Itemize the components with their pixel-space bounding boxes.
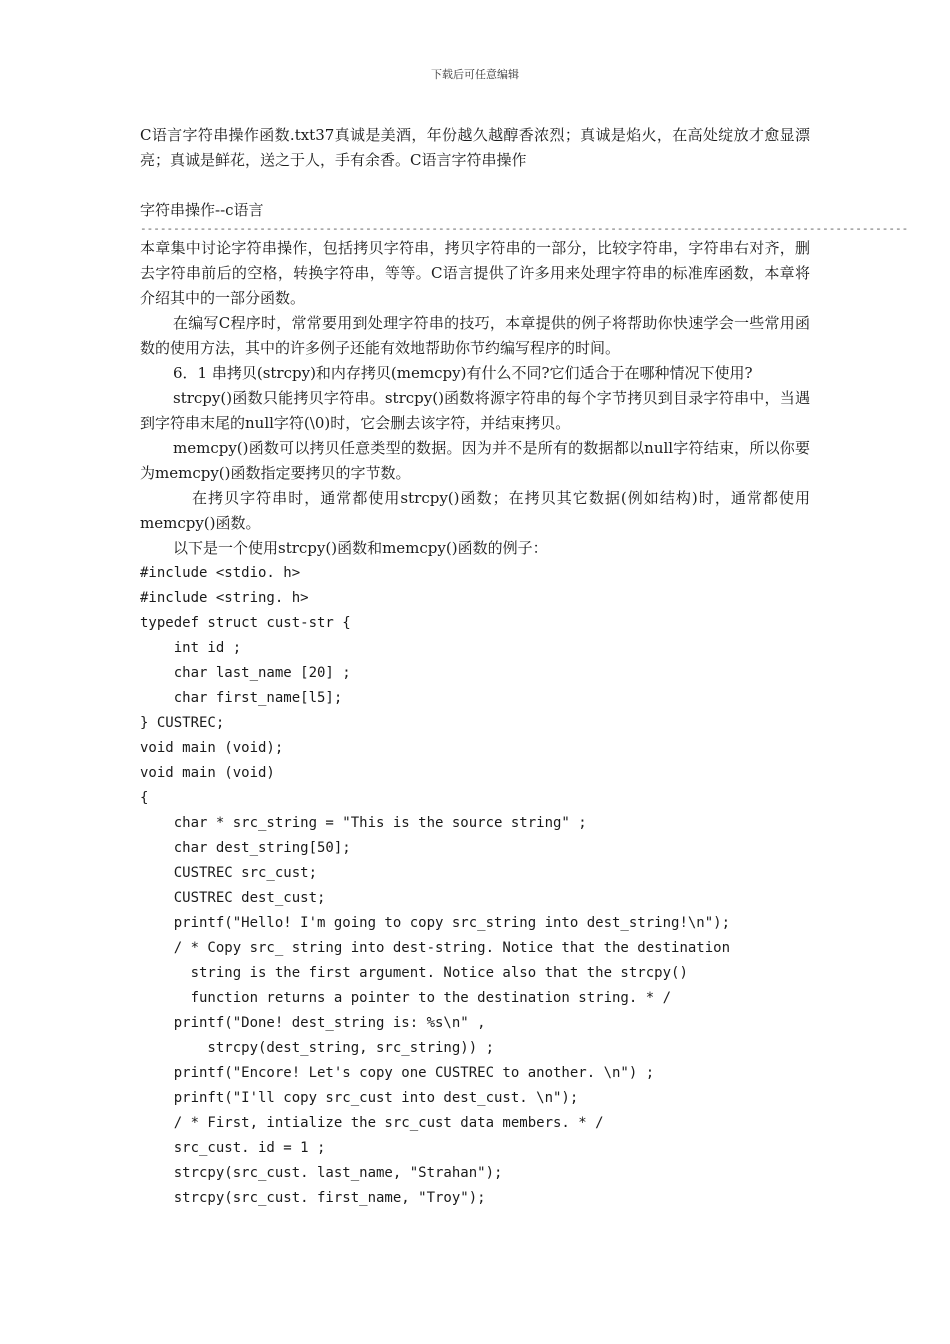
document-body	[140, 123, 909, 1211]
code-line: #include <string. h>	[140, 590, 309, 606]
paragraph-strcpy: strcpy()函数只能拷贝字符串。strcpy()函数将源字符串的每个字节拷贝到目录字符串中，当遇到字符串末尾的null字符(\0)时，它会删去该字符，并结束拷贝。	[140, 389, 810, 432]
code-line: strcpy(src_cust. last_name, "Strahan");	[140, 1165, 503, 1181]
paragraph-chapter-overview: 本章集中讨论字符串操作，包括拷贝字符串，拷贝字符串的一部分，比较字符串，字符串右对齐，删去字符串前后的空格，转换字符串，等等。C语言提供了许多用来处理字符串的标准库函数，本章将介绍其中的一部分函数。	[140, 239, 810, 307]
code-line: strcpy(dest_string, src_string)) ;	[140, 1040, 495, 1056]
question-heading: 6．1 串拷贝(strcpy)和内存拷贝(memcpy)有什么不同?它们适合于在哪种情况下使用?	[173, 364, 753, 382]
code-line: void main (void)	[140, 765, 275, 781]
paragraph-usage: 在拷贝字符串时，通常都使用strcpy()函数；在拷贝其它数据(例如结构)时，通常都使用memcpy()函数。	[140, 489, 810, 532]
code-line: void main (void);	[140, 740, 284, 756]
code-line: string is the first argument. Notice also that the strcpy()	[140, 965, 688, 981]
code-line: int id ;	[140, 640, 242, 656]
code-block	[140, 561, 810, 1211]
code-line: printf("Encore! Let's copy one CUSTREC to another. \n") ;	[140, 1065, 655, 1081]
paragraph-example-intro: 以下是一个使用strcpy()函数和memcpy()函数的例子：	[173, 539, 548, 557]
code-line: typedef struct cust-str {	[140, 615, 351, 631]
code-line: strcpy(src_cust. first_name, "Troy");	[140, 1190, 486, 1206]
code-line: printf("Done! dest_string is: %s\n" ,	[140, 1015, 486, 1031]
code-line: printf("Hello! I'm going to copy src_string into dest_string!\n");	[140, 915, 731, 931]
code-line: CUSTREC dest_cust;	[140, 890, 326, 906]
code-line: char * src_string = "This is the source string" ;	[140, 815, 587, 831]
intro-paragraph: C语言字符串操作函数.txt37真诚是美酒，年份越久越醇香浓烈；真诚是焰火，在高处绽放才愈显漂亮；真诚是鲜花，送之于人，手有余香。C语言字符串操作	[140, 126, 810, 169]
code-line: char last_name [20] ;	[140, 665, 351, 681]
code-line: char first_name[l5];	[140, 690, 343, 706]
code-line: #include <stdio. h>	[140, 565, 301, 581]
code-line: function returns a pointer to the destination string. * /	[140, 990, 672, 1006]
page-header-note: 下载后可任意编辑	[431, 68, 519, 81]
code-line: src_cust. id = 1 ;	[140, 1140, 326, 1156]
code-line: {	[140, 790, 149, 806]
horizontal-rule: --------------------------------------------------------------------------------------------------------------------	[140, 222, 909, 235]
code-line: } CUSTREC;	[140, 715, 225, 731]
code-line: / * Copy src_ string into dest-string. Notice that the destination	[140, 940, 731, 956]
section-title: 字符串操作--c语言	[140, 201, 264, 219]
code-line: prinft("I'll copy src_cust into dest_cust. \n");	[140, 1090, 579, 1106]
paragraph-memcpy: memcpy()函数可以拷贝任意类型的数据。因为并不是所有的数据都以null字符结束，所以你要为memcpy()函数指定要拷贝的字节数。	[140, 439, 810, 482]
code-line: / * First, intialize the src_cust data members. * /	[140, 1115, 604, 1131]
code-line: CUSTREC src_cust;	[140, 865, 318, 881]
code-line: char dest_string[50];	[140, 840, 351, 856]
paragraph-techniques: 在编写C程序时，常常要用到处理字符串的技巧，本章提供的例子将帮助你快速学会一些常用函数的使用方法，其中的许多例子还能有效地帮助你节约编写程序的时间。	[140, 314, 810, 357]
